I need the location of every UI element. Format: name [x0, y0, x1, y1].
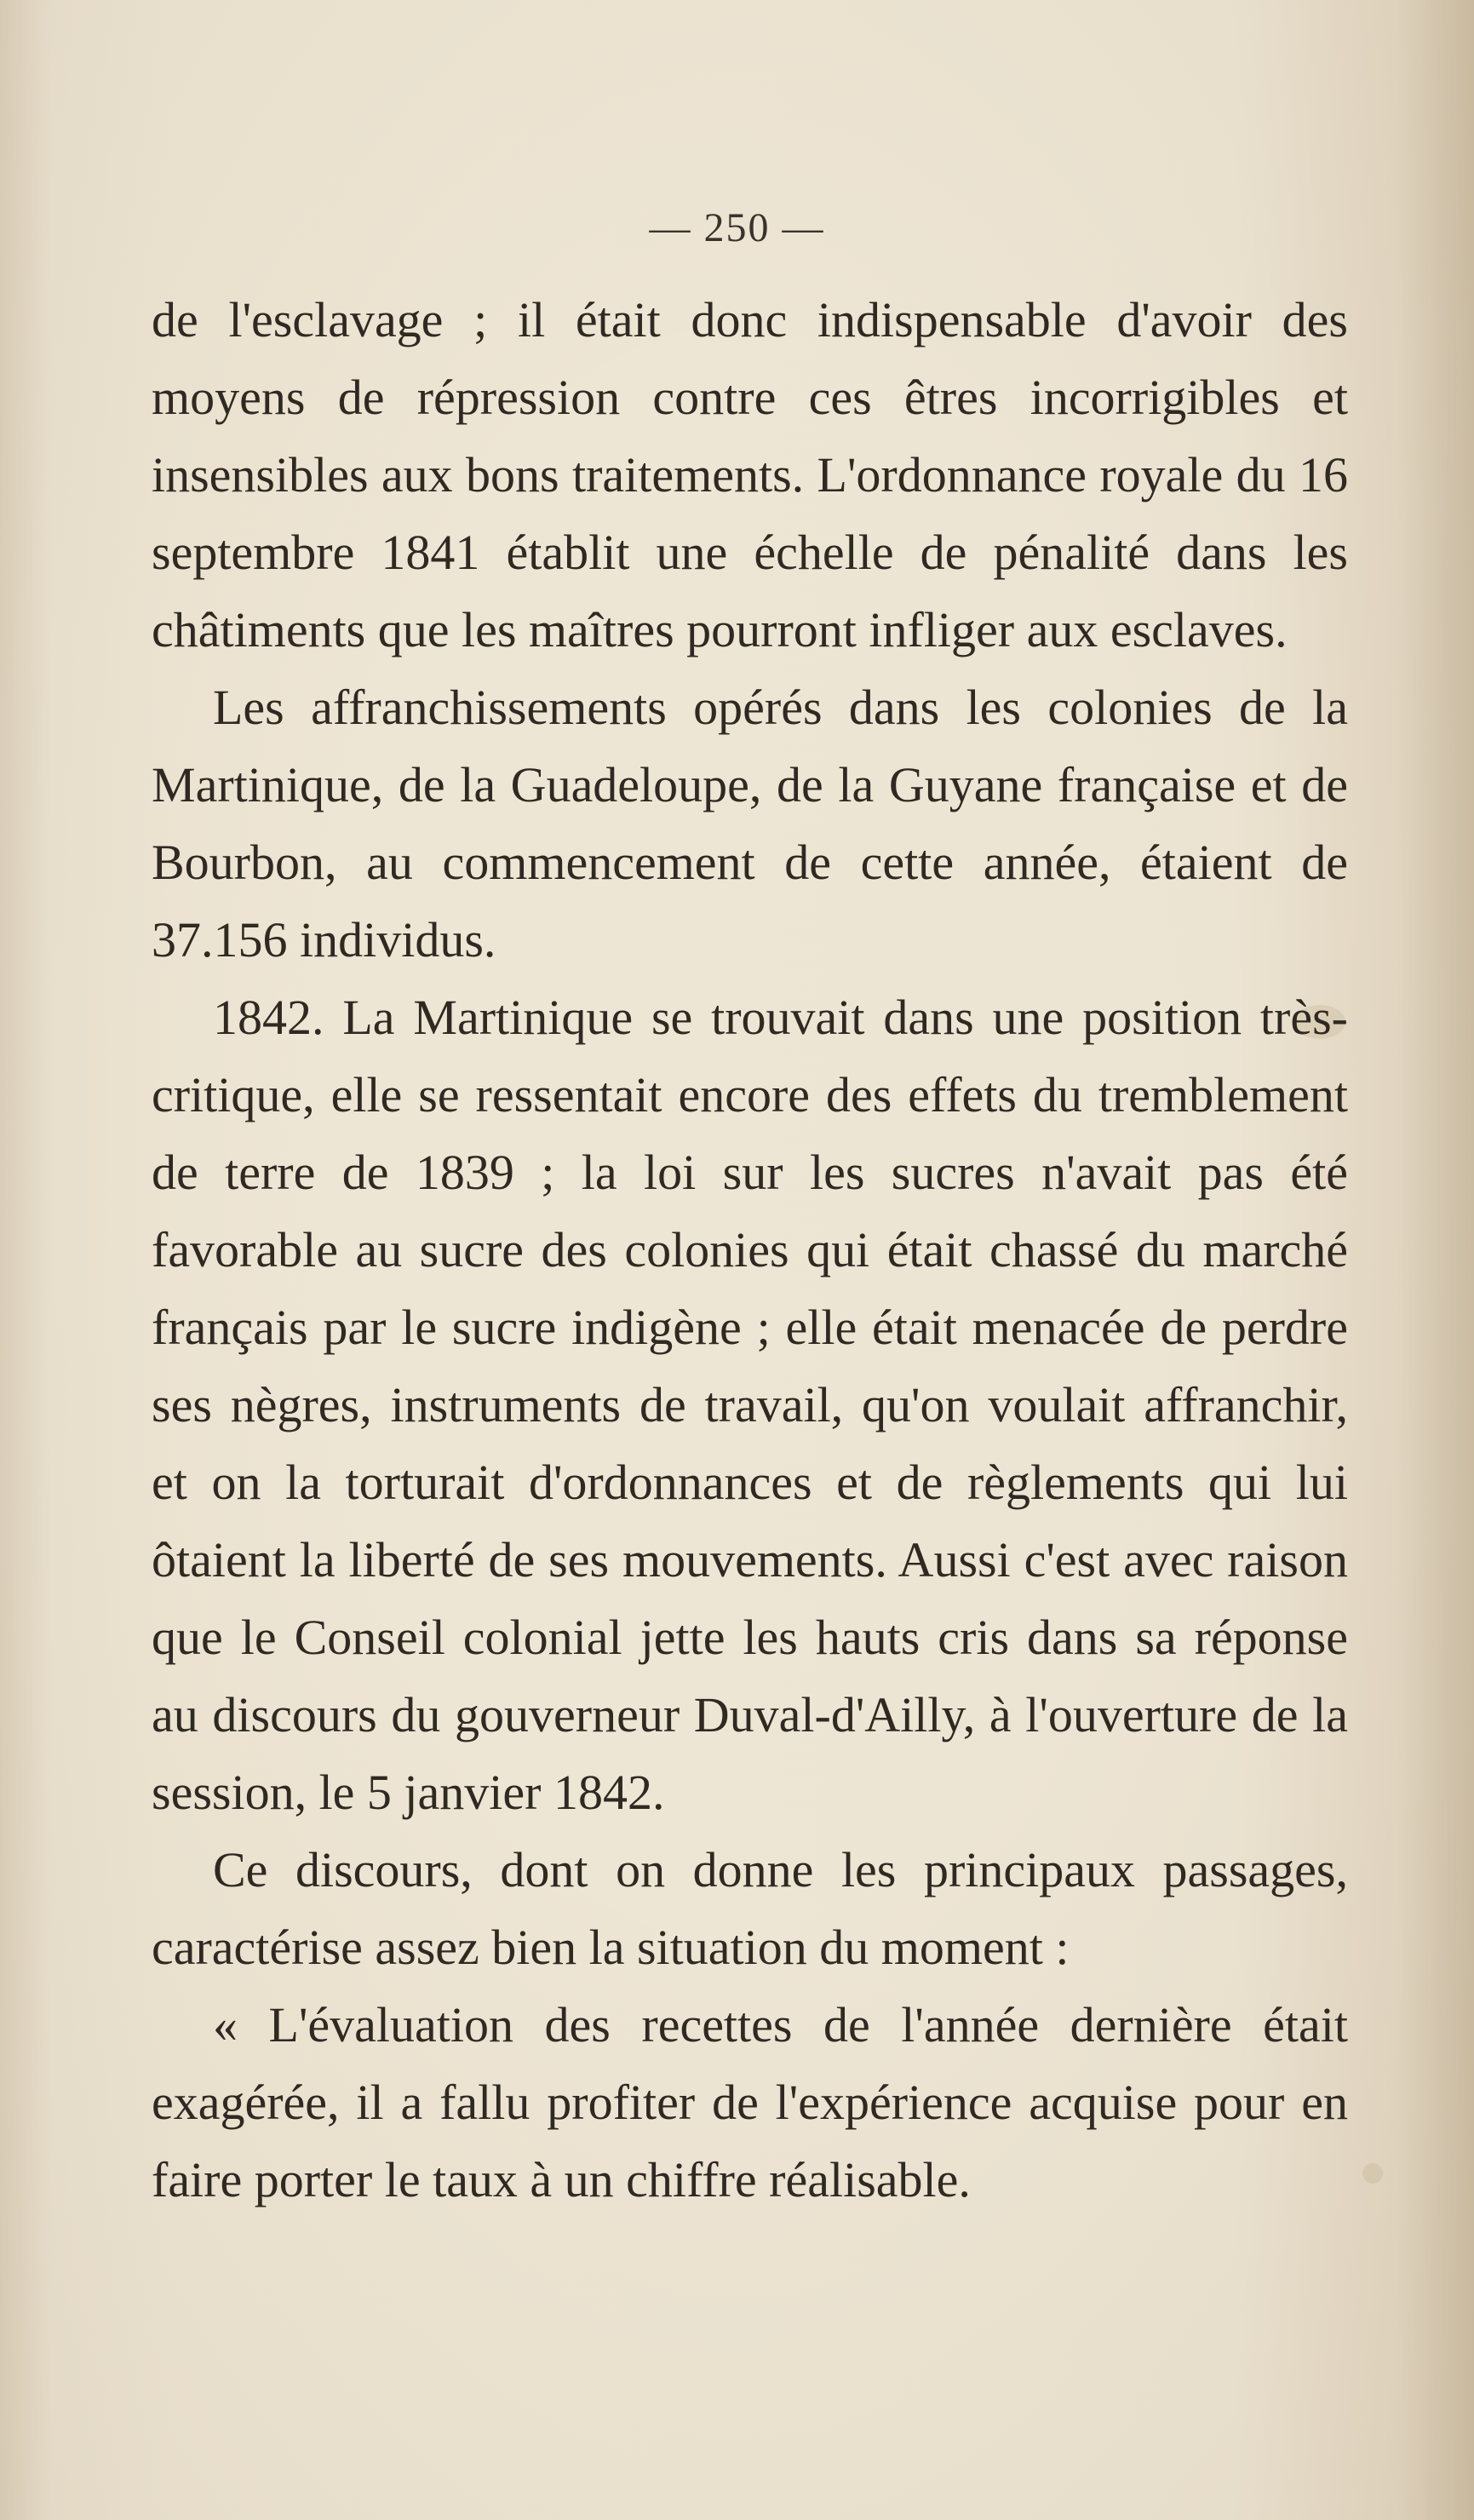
paragraph: Ce discours, dont on donne les principaux passages, caractérise assez bien la situation du moment : [152, 1842, 1348, 1975]
paragraph: « L'évaluation des recettes de l'année dernière était exagérée, il a fallu profiter de l'expérience acquise pour en faire porter le taux à un chiffre réalisable. [152, 1997, 1348, 2207]
paragraph: Les affranchissements opérés dans les colonies de la Martinique, de la Guadeloupe, de la Guyane française et de Bourbon, au commencement de cette année, étaient de 37.156 individus. [152, 680, 1348, 967]
paragraph: 1842. La Martinique se trouvait dans une position très-critique, elle se ressentait encore des effets du tremblement de terre de 1839 ; la loi sur les sucres n'avait pas été favorable au sucre des colonies qui était chassé du marché français par le sucre indigène ; elle était menacée de perdre ses nègres, instruments de travail, qu'on voulait affranchir, et on la torturait d'ordonnances et de règlements qui lui ôtaient la liberté de ses mouvements. Aussi c'est avec raison que le Conseil colonial jette les hauts cris dans sa réponse au discours du gouverneur Duval-d'Ailly, à l'ouverture de la session, le 5 janvier 1842. [152, 990, 1348, 1820]
paragraph: de l'esclavage ; il était donc indispensable d'avoir des moyens de répression contre ces êtres incorrigibles et insensibles aux bons traitements. L'ordonnance royale du 16 septembre 1841 établit une échelle de pénalité dans les châtiments que les maîtres pourront infliger aux esclaves. [152, 292, 1348, 657]
page-number: — 250 — [649, 205, 825, 250]
foxing-stain [1362, 2163, 1383, 2184]
body-text [152, 281, 1348, 2219]
